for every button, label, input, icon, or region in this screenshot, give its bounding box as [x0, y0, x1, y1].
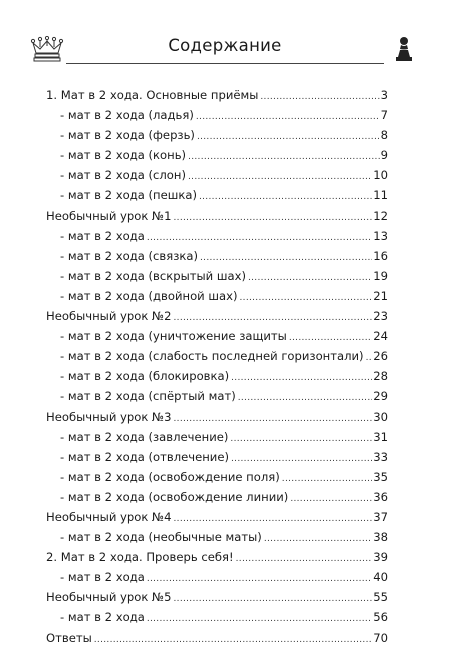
toc-page-number: 30: [373, 409, 388, 424]
toc-leader-dots: [230, 434, 372, 444]
toc-entry: [46, 510, 388, 530]
toc-page-number: 38: [373, 530, 388, 545]
toc-page-number: 28: [373, 369, 388, 384]
toc-entry: [46, 269, 388, 289]
toc-leader-dots: [147, 574, 372, 584]
toc-entry-title: - мат в 2 хода (отвлечение): [60, 449, 229, 464]
toc-entry-title: Необычный урок №5: [46, 590, 172, 605]
toc-entry-title: - мат в 2 хода (слабость последней горизонтали): [60, 349, 364, 364]
toc-leader-dots: [238, 393, 373, 403]
toc-page-number: 16: [373, 248, 388, 263]
toc-page-number: 40: [373, 570, 388, 585]
toc-entry-title: - мат в 2 хода (двойной шах): [60, 288, 238, 303]
toc-entry: [46, 530, 388, 550]
toc-entry-title: - мат в 2 хода (спёртый мат): [60, 389, 236, 404]
table-of-contents: [46, 88, 388, 651]
toc-entry: [46, 389, 388, 409]
page-header: [26, 28, 424, 72]
toc-leader-dots: [174, 514, 373, 524]
toc-page-number: 19: [373, 268, 388, 283]
toc-entry: [46, 88, 388, 108]
toc-leader-dots: [196, 112, 380, 122]
toc-entry-title: Необычный урок №1: [46, 208, 172, 223]
toc-entry: [46, 329, 388, 349]
toc-page-number: 55: [373, 590, 388, 605]
toc-entry-title: - мат в 2 хода (освобождение линии): [60, 489, 289, 504]
toc-page-number: 11: [373, 188, 388, 203]
toc-entry-title: - мат в 2 хода (слон): [60, 168, 187, 183]
toc-entry: [46, 550, 388, 570]
toc-leader-dots: [174, 213, 373, 223]
toc-page-number: 39: [373, 550, 388, 565]
toc-leader-dots: [188, 172, 372, 182]
toc-leader-dots: [174, 594, 373, 604]
toc-leader-dots: [231, 454, 372, 464]
toc-page-number: 21: [373, 288, 388, 303]
toc-entry-title: Необычный урок №2: [46, 309, 172, 324]
toc-entry: [46, 168, 388, 188]
toc-leader-dots: [366, 353, 373, 363]
toc-leader-dots: [147, 614, 372, 624]
toc-entry: [46, 289, 388, 309]
toc-page-number: 35: [373, 469, 388, 484]
toc-entry-title: 1. Мат в 2 хода. Основные приёмы: [46, 88, 259, 102]
toc-entry: [46, 631, 388, 651]
toc-entry: [46, 430, 388, 450]
toc-entry-title: - мат в 2 хода (пешка): [60, 188, 197, 203]
toc-entry-title: 2. Мат в 2 хода. Проверь себя!: [46, 550, 234, 565]
toc-entry-title: - мат в 2 хода: [60, 610, 145, 625]
toc-entry-title: - мат в 2 хода (ферзь): [60, 128, 195, 143]
toc-leader-dots: [231, 373, 372, 383]
toc-page-number: 36: [373, 489, 388, 504]
toc-page-number: 26: [373, 349, 388, 364]
toc-page-number: 56: [373, 610, 388, 625]
toc-page-number: 23: [373, 309, 388, 324]
toc-entry-title: - мат в 2 хода (вскрытый шах): [60, 268, 246, 283]
page-title: Содержание: [168, 36, 282, 55]
toc-entry: [46, 410, 388, 430]
toc-entry: [46, 249, 388, 269]
toc-page-number: 37: [373, 509, 388, 524]
toc-page-number: 7: [380, 108, 388, 123]
toc-entry-title: Ответы: [46, 630, 92, 645]
toc-entry-title: - мат в 2 хода (блокировка): [60, 369, 230, 384]
toc-entry: [46, 148, 388, 168]
toc-entry-title: - мат в 2 хода (связка): [60, 248, 198, 263]
toc-leader-dots: [236, 554, 373, 564]
toc-leader-dots: [289, 333, 372, 343]
toc-entry: [46, 229, 388, 249]
toc-leader-dots: [200, 253, 372, 263]
toc-entry: [46, 570, 388, 590]
toc-entry: [46, 450, 388, 470]
toc-page-number: 29: [373, 389, 388, 404]
toc-leader-dots: [264, 534, 372, 544]
toc-page-number: 3: [380, 88, 388, 102]
toc-page-number: 13: [373, 228, 388, 243]
toc-leader-dots: [197, 132, 380, 142]
toc-entry: [46, 349, 388, 369]
toc-entry: [46, 590, 388, 610]
toc-entry-title: - мат в 2 хода: [60, 228, 145, 243]
toc-entry: [46, 610, 388, 630]
toc-entry-title: - мат в 2 хода (конь): [60, 148, 187, 163]
toc-leader-dots: [290, 494, 372, 504]
toc-entry-title: - мат в 2 хода (освобождение поля): [60, 469, 280, 484]
toc-entry: [46, 490, 388, 510]
toc-entry: [46, 470, 388, 490]
toc-entry-title: Необычный урок №3: [46, 409, 172, 424]
toc-entry: [46, 128, 388, 148]
toc-entry-title: Необычный урок №4: [46, 509, 172, 524]
toc-leader-dots: [188, 152, 380, 162]
toc-leader-dots: [199, 192, 372, 202]
toc-entry: [46, 209, 388, 229]
toc-entry: [46, 188, 388, 208]
toc-entry-title: - мат в 2 хода: [60, 570, 145, 585]
toc-page-number: 10: [373, 168, 388, 183]
toc-leader-dots: [282, 474, 372, 484]
toc-page-number: 31: [373, 429, 388, 444]
toc-leader-dots: [240, 293, 373, 303]
toc-page-number: 24: [373, 329, 388, 344]
toc-page-number: 12: [373, 208, 388, 223]
toc-entry-title: - мат в 2 хода (уничтожение защиты: [60, 329, 287, 344]
toc-leader-dots: [94, 635, 372, 645]
toc-page-number: 33: [373, 449, 388, 464]
toc-page-number: 8: [380, 128, 388, 143]
toc-entry-title: - мат в 2 хода (завлечение): [60, 429, 229, 444]
toc-page-number: 9: [380, 148, 388, 163]
toc-leader-dots: [260, 92, 379, 102]
toc-page-number: 70: [373, 630, 388, 645]
toc-leader-dots: [248, 273, 372, 283]
toc-entry: [46, 309, 388, 329]
toc-leader-dots: [147, 233, 372, 243]
pawn-icon: [394, 36, 414, 62]
toc-leader-dots: [174, 313, 373, 323]
toc-entry: [46, 369, 388, 389]
toc-entry-title: - мат в 2 хода (ладья): [60, 108, 194, 123]
toc-leader-dots: [174, 414, 373, 424]
toc-entry-title: - мат в 2 хода (необычные маты): [60, 530, 262, 545]
toc-entry: [46, 108, 388, 128]
title-rule: [66, 63, 384, 64]
